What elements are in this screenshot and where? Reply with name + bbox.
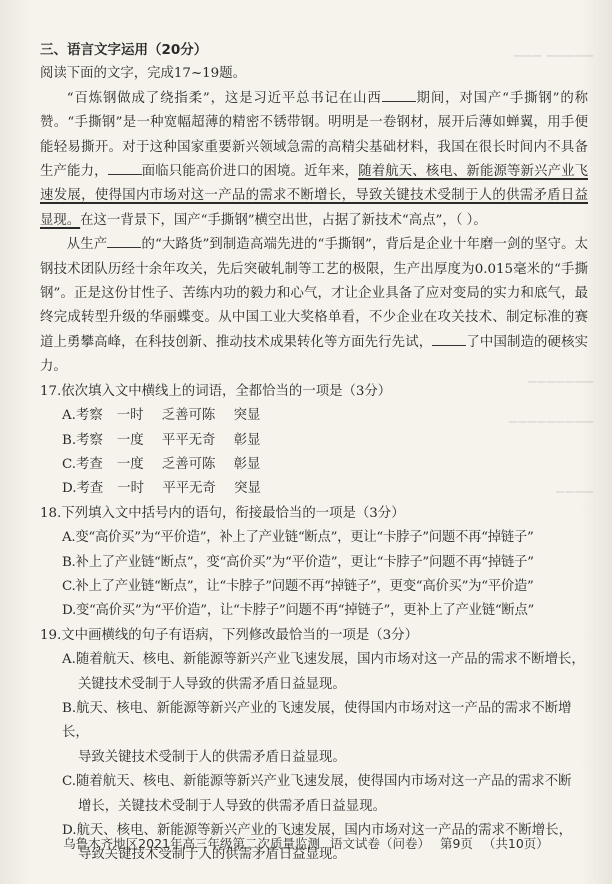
- underlined-sentence: 随着航天、核电、新能源等新兴产业飞速发展，使得国内市场对这一产品的需求不断增长，导致关键技术受制于人的供需矛盾日益显现。: [40, 164, 589, 228]
- footer-total: （共10页）: [482, 836, 549, 851]
- bleed-through-text: ▁▁▁▁▁▁▁▁▁: [508, 410, 594, 423]
- question-17: 17.依次填入文中横线上的词语，全都恰当的一项是（3分）: [40, 383, 392, 399]
- q19-option-a[interactable]: A.随着航天、核电、新能源等新兴产业飞速发展，国内市场对这一产品的需求不断增长，: [62, 652, 585, 668]
- q19-option-b[interactable]: B.航天、核电、新能源等新兴产业的飞速发展，使得国内市场对这一产品的需求不断增长，: [62, 700, 572, 741]
- q18-option-b[interactable]: B.补上了产业链“断点”，变“高价买”为“平价造”，更让“卡脖子”问题不再“掉链子”: [62, 554, 534, 570]
- q19-option-b-cont: 导致关键技术受制于人的供需矛盾日益显现。: [78, 749, 346, 765]
- footer-page: 第9页: [439, 836, 473, 851]
- bleed-through-text: ▁▁▁▁: [556, 480, 594, 493]
- q19-option-d[interactable]: D.航天、核电、新能源等新兴产业的飞速发展，国内市场对这一产品的需求不断增长，: [62, 823, 572, 838]
- q17-option-a[interactable]: A.考察 一时 乏善可陈 突显: [62, 408, 261, 424]
- q19-option-d-cont: 导致关键技术受制于人的供需矛盾日益显现。: [78, 847, 346, 863]
- bleed-through-text: ▁▁▁ ▁▁▁▁▁: [513, 44, 594, 57]
- passage-paragraph-1: “百炼钢做成了绕指柔”，这是习近平总书记在山西 期间，对国产“手撕钢”的称赞。“手撕钢”是一种宽幅超薄的精密不锈带钢。明明是一卷钢材，展开后薄如蝉翼，用手便能轻易撕开。对于这种国家重要新兴领域急需的高精尖基础材料，我国在很长时间内不具备生产能力， 面临只能高价进口的困境。近年来，随着航天、核电、新能源等新兴产业飞速发展，使得国内市场对这一产品的需求不断增长，导致关键技术受制于人的供需矛盾日益显现。在这一背景下，国产“手撕钢”横空出世，占据了新技术“高点”，（ ）。: [40, 90, 589, 228]
- blank-3: [107, 235, 141, 248]
- question-18: 18.下列填入文中括号内的语句，衔接最恰当的一项是（3分）: [40, 505, 405, 521]
- q19-option-c[interactable]: C.随着航天、核电、新能源等新兴产业飞速发展，使得国内市场对这一产品的需求不断: [62, 774, 572, 790]
- q19-option-a-cont: 关键技术受制于人导致的供需矛盾日益显现。: [78, 676, 346, 692]
- q18-option-a[interactable]: A.变“高价买”为“平价造”，补上了产业链“断点”，更让“卡脖子”问题不再“掉链子”: [62, 530, 534, 546]
- passage-paragraph-2: 从生产 的“大路货”到制造高端先进的“手撕钢”，背后是企业十年磨一剑的坚守。太钢技术团队历经十余年攻关，先后突破轧制等工艺的极限，生产出厚度为0.015毫米的“手撕钢”。正是这份甘性子、苦练内功的毅力和心气，才让企业具备了应对变局的实力和底气，最终完成转型升级的华丽蝶变。从中国工业大奖格单看，不少企业在攻关技术、制定标准的赛道上勇攀高峰，在科技创新、推动技术成果转化等方面先行先试， 了中国制造的硬核实力。: [40, 237, 589, 375]
- instruction: 阅读下面的文字，完成17~19题。: [40, 66, 246, 82]
- section-title: 三、语言文字运用（20分）: [40, 42, 208, 58]
- blank-2: [108, 162, 142, 175]
- q17-option-d[interactable]: D.考查 一时 平平无奇 突显: [62, 481, 261, 497]
- q17-option-c[interactable]: C.考查 一度 乏善可陈 彰显: [62, 456, 261, 472]
- q18-option-c[interactable]: C.补上了产业链“断点”，让“卡脖子”问题不再“掉链子”，更变“高价买”为“平价造”: [62, 578, 534, 594]
- blank-1: [382, 89, 416, 102]
- question-19: 19.文中画横线的句子有语病，下列修改最恰当的一项是（3分）: [40, 627, 418, 643]
- page-footer: [0, 834, 612, 852]
- blank-4: [432, 333, 466, 346]
- bleed-through-text: ▁▁▁▁▁▁▁: [527, 370, 594, 383]
- q18-option-d[interactable]: D.变“高价买”为“平价造”，让“卡脖子”问题不再“掉链子”，更补上了产业链“断点”: [62, 603, 535, 619]
- q19-option-c-cont: 增长，关键技术受制于人导致的供需矛盾日益显现。: [78, 798, 386, 814]
- footer-exam-name: 乌鲁木齐地区2021年高三年级第二次质量监测: [63, 836, 320, 851]
- footer-subject: 语文试卷（问卷）: [329, 836, 430, 851]
- exam-content: [40, 38, 588, 868]
- q17-option-b[interactable]: B.考察 一度 平平无奇 彰显: [62, 432, 261, 448]
